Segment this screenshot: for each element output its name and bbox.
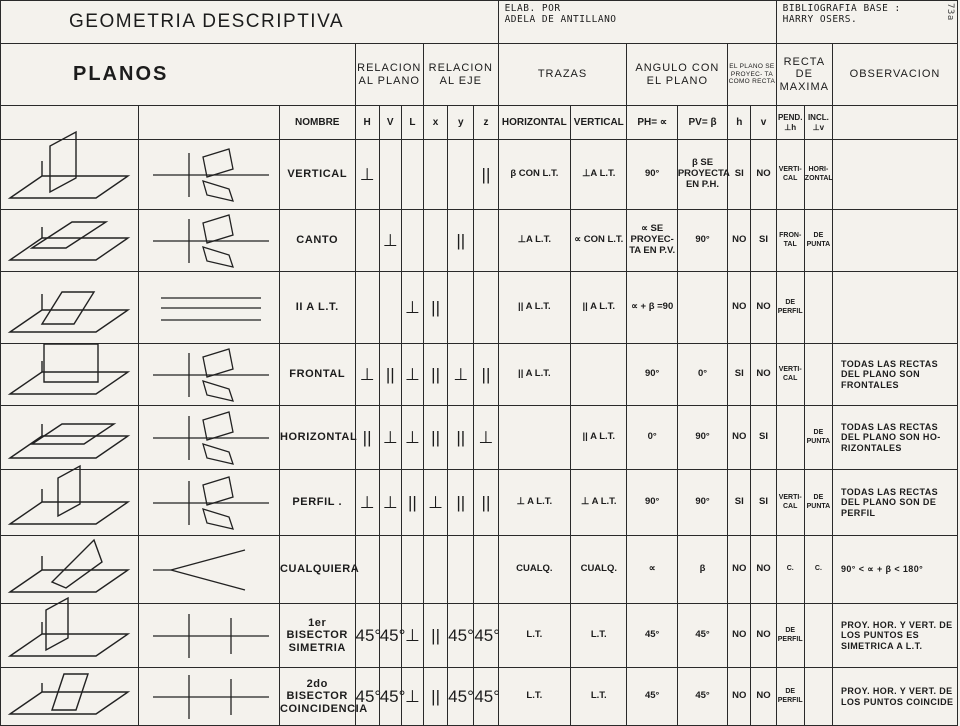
rel-plano-l: ⊥ (401, 668, 423, 726)
proyecta-v: NO (751, 668, 776, 726)
rel-plano-l (401, 140, 423, 210)
plane-3d-sketch (1, 344, 139, 406)
plane-projection-sketch-icon (141, 142, 277, 208)
rel-eje-x: || (424, 344, 448, 406)
rel-eje-z (474, 272, 498, 344)
rel-plano-h: ⊥ (355, 344, 379, 406)
sketch-header-proj (138, 106, 279, 140)
group-proyecta-recta: EL PLANO SE PROYEC- TA COMO RECTA (728, 44, 776, 106)
observacion: TODAS LAS RECTAS DEL PLANO SON FRONTALES (832, 344, 957, 406)
angulo-pv: 90° (677, 210, 727, 272)
col-v-recta: v (751, 106, 776, 140)
rel-eje-z: 45° (474, 604, 498, 668)
rel-eje-x (424, 210, 448, 272)
proyecta-v: SI (751, 210, 776, 272)
rel-plano-l: ⊥ (401, 406, 423, 470)
proyecta-h: SI (728, 140, 751, 210)
plane-projection-sketch-icon (141, 346, 277, 404)
proyecta-h: NO (728, 668, 751, 726)
recta-inclinacion: DE PUNTA (804, 406, 832, 470)
angulo-ph: ∝ (627, 536, 677, 604)
col-x: x (424, 106, 448, 140)
plane-projection-sketch (138, 272, 279, 344)
plane-3d-sketch (1, 140, 139, 210)
rel-plano-l (401, 210, 423, 272)
rel-eje-y: 45° (448, 668, 474, 726)
plane-name: 1er BISECTOR SIMETRIA (279, 604, 355, 668)
recta-inclinacion (804, 668, 832, 726)
proyecta-v: NO (751, 604, 776, 668)
observacion: TODAS LAS RECTAS DEL PLANO SON DE PERFIL (832, 470, 957, 536)
recta-pendiente: C. (776, 536, 804, 604)
rel-plano-l (401, 536, 423, 604)
rel-eje-y: || (448, 406, 474, 470)
angulo-pv: 90° (677, 406, 727, 470)
rel-plano-v: || (379, 344, 401, 406)
rel-plano-v: 45° (379, 604, 401, 668)
table-row (1, 406, 958, 470)
proyecta-h: SI (728, 344, 751, 406)
recta-inclinacion: C. (804, 536, 832, 604)
plane-name: FRONTAL (279, 344, 355, 406)
traza-horizontal: || A L.T. (498, 344, 571, 406)
angulo-ph: 90° (627, 470, 677, 536)
plane-3d-sketch (1, 272, 139, 344)
plane-name: CUALQUIERA (279, 536, 355, 604)
rel-plano-v (379, 536, 401, 604)
rel-plano-v: ⊥ (379, 470, 401, 536)
rel-plano-v: ⊥ (379, 406, 401, 470)
plane-projection-sketch (138, 536, 279, 604)
traza-horizontal: ⊥A L.T. (498, 210, 571, 272)
proyecta-h: NO (728, 406, 751, 470)
proyecta-v: NO (751, 344, 776, 406)
traza-horizontal: ⊥ A L.T. (498, 470, 571, 536)
rel-plano-l: ⊥ (401, 344, 423, 406)
rel-plano-v: ⊥ (379, 210, 401, 272)
plane-3d-sketch-icon (2, 142, 136, 208)
table-row (1, 210, 958, 272)
col-observacion-blank (832, 106, 957, 140)
proyecta-h: NO (728, 272, 751, 344)
group-relacion-plano: RELACION AL PLANO (355, 44, 423, 106)
group-recta-maxima: RECTA DE MAXIMA (776, 44, 832, 106)
plane-3d-sketch (1, 406, 139, 470)
col-traza-horizontal: HORIZONTAL (498, 106, 571, 140)
rel-eje-x: || (424, 272, 448, 344)
group-trazas: TRAZAS (498, 44, 627, 106)
traza-vertical: CUALQ. (571, 536, 627, 604)
col-inclinacion: INCL. ⊥v (804, 106, 832, 140)
angulo-ph: 90° (627, 344, 677, 406)
rel-eje-y: || (448, 470, 474, 536)
col-ph: PH= ∝ (627, 106, 677, 140)
col-h-recta: h (728, 106, 751, 140)
col-v: V (379, 106, 401, 140)
proyecta-v: NO (751, 272, 776, 344)
recta-inclinacion (804, 344, 832, 406)
table-row (1, 668, 958, 726)
rel-plano-h: 45° (355, 604, 379, 668)
proyecta-h: NO (728, 210, 751, 272)
rel-eje-y: || (448, 210, 474, 272)
table-row (1, 604, 958, 668)
col-traza-vertical: VERTICAL (571, 106, 627, 140)
group-observacion: OBSERVACION (832, 44, 957, 106)
rel-plano-h (355, 210, 379, 272)
proyecta-h: NO (728, 604, 751, 668)
rel-eje-x: || (424, 604, 448, 668)
recta-inclinacion: HORI- ZONTAL (804, 140, 832, 210)
table-row (1, 140, 958, 210)
bibliography-label: BIBLIOGRAFIA BASE : (782, 3, 901, 14)
rel-plano-h (355, 272, 379, 344)
plane-projection-sketch (138, 470, 279, 536)
plane-projection-sketch (138, 344, 279, 406)
proyecta-h: SI (728, 470, 751, 536)
traza-horizontal (498, 406, 571, 470)
observacion (832, 272, 957, 344)
rel-plano-h: ⊥ (355, 470, 379, 536)
angulo-pv: 45° (677, 668, 727, 726)
plane-name: VERTICAL (279, 140, 355, 210)
rel-eje-z (474, 536, 498, 604)
rel-eje-y (448, 272, 474, 344)
plane-3d-sketch-icon (2, 346, 136, 404)
page-number: 73a (945, 3, 955, 21)
sketch-header-3d (1, 106, 139, 140)
angulo-ph: 45° (627, 604, 677, 668)
group-relacion-eje: RELACION AL EJE (424, 44, 499, 106)
angulo-pv: β SE PROYECTA EN P.H. (677, 140, 727, 210)
section-title: PLANOS (1, 44, 356, 106)
rel-eje-z: || (474, 344, 498, 406)
rel-plano-v (379, 140, 401, 210)
plane-3d-sketch-icon (2, 538, 136, 602)
col-h: H (355, 106, 379, 140)
angulo-pv: 45° (677, 604, 727, 668)
observacion: 90° < ∝ + β < 180° (832, 536, 957, 604)
traza-horizontal: L.T. (498, 668, 571, 726)
traza-horizontal: || A L.T. (498, 272, 571, 344)
rel-eje-z: ⊥ (474, 406, 498, 470)
plane-projection-sketch-icon (141, 212, 277, 270)
plane-rows (1, 140, 958, 726)
rel-plano-h: ⊥ (355, 140, 379, 210)
recta-inclinacion (804, 604, 832, 668)
rel-eje-y (448, 140, 474, 210)
plane-3d-sketch-icon (2, 670, 136, 724)
rel-plano-v: 45° (379, 668, 401, 726)
bibliography-author: HARRY OSERS. (782, 13, 858, 25)
plane-projection-sketch-icon (141, 274, 277, 342)
angulo-ph: 45° (627, 668, 677, 726)
angulo-pv (677, 272, 727, 344)
plane-projection-sketch-icon (141, 472, 277, 534)
observacion: PROY. HOR. Y VERT. DE LOS PUNTOS COINCIDE (832, 668, 957, 726)
angulo-ph: 90° (627, 140, 677, 210)
plane-projection-sketch (138, 406, 279, 470)
plane-projection-sketch (138, 210, 279, 272)
rel-plano-l: ⊥ (401, 272, 423, 344)
plane-name: HORIZONTAL (279, 406, 355, 470)
plane-3d-sketch (1, 604, 139, 668)
rel-eje-z (474, 210, 498, 272)
col-l: L (401, 106, 423, 140)
plane-3d-sketch-icon (2, 408, 136, 468)
rel-plano-l: ⊥ (401, 604, 423, 668)
author-block (498, 1, 776, 44)
plane-3d-sketch-icon (2, 212, 136, 270)
proyecta-h: NO (728, 536, 751, 604)
traza-vertical: L.T. (571, 668, 627, 726)
author-label: ELAB. POR (504, 3, 561, 14)
plane-3d-sketch (1, 470, 139, 536)
traza-vertical: || A L.T. (571, 406, 627, 470)
observacion (832, 140, 957, 210)
plane-name: CANTO (279, 210, 355, 272)
plane-name: PERFIL . (279, 470, 355, 536)
recta-inclinacion: DE PUNTA (804, 210, 832, 272)
observacion: TODAS LAS RECTAS DEL PLANO SON HO- RIZONTALES (832, 406, 957, 470)
plane-3d-sketch (1, 536, 139, 604)
traza-vertical (571, 344, 627, 406)
rel-eje-z: || (474, 470, 498, 536)
proyecta-v: SI (751, 406, 776, 470)
rel-eje-x (424, 140, 448, 210)
traza-horizontal: β CON L.T. (498, 140, 571, 210)
rel-plano-l: || (401, 470, 423, 536)
rel-eje-x: ⊥ (424, 470, 448, 536)
table-row (1, 344, 958, 406)
plane-3d-sketch (1, 668, 139, 726)
rel-eje-x (424, 536, 448, 604)
traza-vertical: ⊥ A L.T. (571, 470, 627, 536)
rel-eje-y: 45° (448, 604, 474, 668)
table-row (1, 470, 958, 536)
col-y: y (448, 106, 474, 140)
plane-name: II A L.T. (279, 272, 355, 344)
observacion: PROY. HOR. Y VERT. DE LOS PUNTOS ES SIMETRICA A L.T. (832, 604, 957, 668)
angulo-ph: ∝ + β =90 (627, 272, 677, 344)
plane-projection-sketch (138, 668, 279, 726)
observacion (832, 210, 957, 272)
angulo-ph: ∝ SE PROYEC- TA EN P.V. (627, 210, 677, 272)
document-title: GEOMETRIA DESCRIPTIVA (1, 1, 499, 44)
recta-pendiente: DE PERFIL (776, 604, 804, 668)
rel-plano-h: || (355, 406, 379, 470)
plane-projection-sketch (138, 140, 279, 210)
rel-eje-z: 45° (474, 668, 498, 726)
recta-inclinacion: DE PUNTA (804, 470, 832, 536)
bibliography-block (776, 1, 957, 44)
proyecta-v: NO (751, 536, 776, 604)
col-nombre: NOMBRE (279, 106, 355, 140)
table-row (1, 536, 958, 604)
rel-eje-y: ⊥ (448, 344, 474, 406)
col-z: z (474, 106, 498, 140)
recta-pendiente: VERTI- CAL (776, 140, 804, 210)
plane-projection-sketch-icon (141, 408, 277, 468)
proyecta-v: NO (751, 140, 776, 210)
traza-vertical: ⊥A L.T. (571, 140, 627, 210)
recta-pendiente: DE PERFIL (776, 272, 804, 344)
traza-vertical: ∝ CON L.T. (571, 210, 627, 272)
plane-3d-sketch (1, 210, 139, 272)
plane-3d-sketch-icon (2, 274, 136, 342)
traza-vertical: || A L.T. (571, 272, 627, 344)
recta-pendiente (776, 406, 804, 470)
col-pv: PV= β (677, 106, 727, 140)
traza-horizontal: CUALQ. (498, 536, 571, 604)
traza-horizontal: L.T. (498, 604, 571, 668)
plane-3d-sketch-icon (2, 606, 136, 666)
plane-projection-sketch-icon (141, 606, 277, 666)
rel-eje-x: || (424, 406, 448, 470)
recta-pendiente: VERTI- CAL (776, 344, 804, 406)
rel-plano-v (379, 272, 401, 344)
rel-eje-x: || (424, 668, 448, 726)
plane-3d-sketch-icon (2, 472, 136, 534)
recta-pendiente: VERTI- CAL (776, 470, 804, 536)
traza-vertical: L.T. (571, 604, 627, 668)
author-name: ADELA DE ANTILLANO (504, 13, 617, 25)
plane-name: 2do BISECTOR COINCIDENCIA (279, 668, 355, 726)
angulo-pv: 90° (677, 470, 727, 536)
rel-eje-y (448, 536, 474, 604)
angulo-pv: 0° (677, 344, 727, 406)
recta-inclinacion (804, 272, 832, 344)
plane-projection-sketch-icon (141, 670, 277, 724)
plane-projection-sketch-icon (141, 538, 277, 602)
recta-pendiente: FRON- TAL (776, 210, 804, 272)
angulo-ph: 0° (627, 406, 677, 470)
angulo-pv: β (677, 536, 727, 604)
proyecta-v: SI (751, 470, 776, 536)
table-row (1, 272, 958, 344)
plane-projection-sketch (138, 604, 279, 668)
rel-plano-h: 45° (355, 668, 379, 726)
recta-pendiente: DE PERFIL (776, 668, 804, 726)
group-angulo: ANGULO CON EL PLANO (627, 44, 728, 106)
col-pendiente: PEND. ⊥h (776, 106, 804, 140)
rel-eje-z: || (474, 140, 498, 210)
